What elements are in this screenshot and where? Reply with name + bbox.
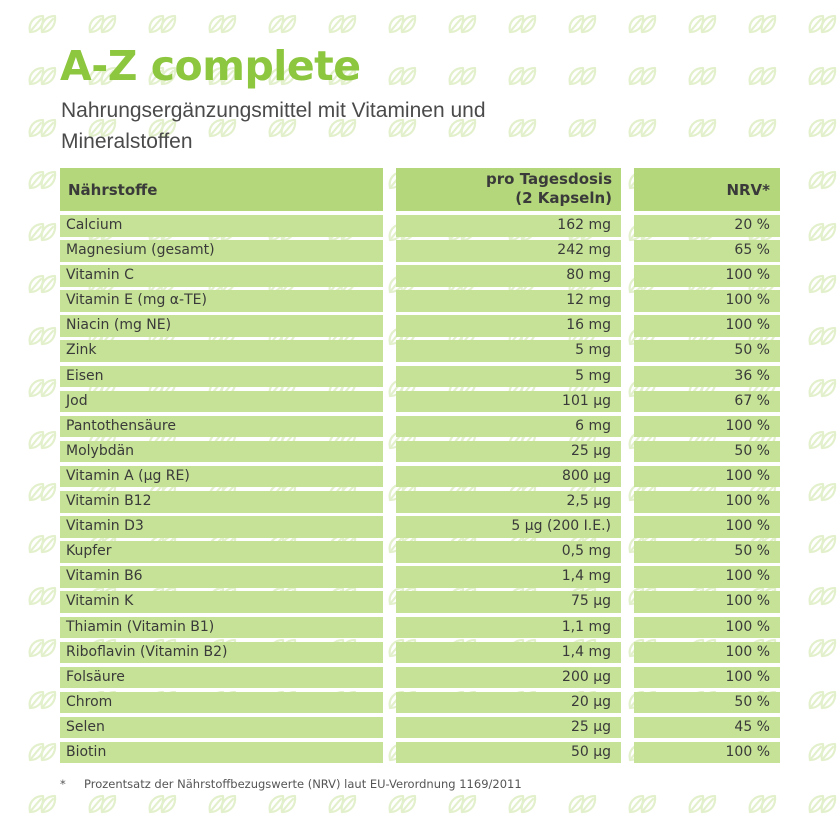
table-row — [60, 364, 780, 389]
nutrient-name: Jod — [60, 391, 383, 413]
table-row — [60, 464, 780, 489]
nutrient-name: Molybdän — [60, 441, 383, 463]
nutrient-name: Pantothensäure — [60, 416, 383, 438]
nutrient-name: Riboflavin (Vitamin B2) — [60, 642, 383, 664]
nutrient-nrv: 45 % — [634, 717, 780, 739]
nutrient-name: Vitamin B6 — [60, 566, 383, 588]
nutrient-amount: 5 mg — [396, 340, 621, 362]
footnote-text: Prozentsatz der Nährstoffbezugswerte (NRV) laut EU-Verordnung 1169/2011 — [84, 777, 522, 791]
table-row — [60, 640, 780, 665]
nutrient-amount: 101 µg — [396, 391, 621, 413]
nutrient-nrv: 100 % — [634, 516, 780, 538]
nutrient-name: Calcium — [60, 215, 383, 237]
table-row — [60, 238, 780, 263]
table-row — [60, 489, 780, 514]
table-row — [60, 288, 780, 313]
footnote-marker: * — [60, 777, 66, 791]
nutrient-nrv: 65 % — [634, 240, 780, 262]
nutrient-nrv: 100 % — [634, 667, 780, 689]
nutrient-name: Vitamin K — [60, 591, 383, 613]
nutrient-nrv: 20 % — [634, 215, 780, 237]
nutrient-amount: 1,4 mg — [396, 566, 621, 588]
footnote — [60, 777, 522, 791]
table-row — [60, 564, 780, 589]
nutrient-nrv: 36 % — [634, 366, 780, 388]
nutrient-amount: 2,5 µg — [396, 491, 621, 513]
table-row — [60, 313, 780, 338]
nutrient-nrv: 100 % — [634, 315, 780, 337]
nutrient-nrv: 100 % — [634, 416, 780, 438]
header-daily-dose-line2: (2 Kapseln) — [515, 189, 612, 207]
nutrient-amount: 75 µg — [396, 591, 621, 613]
nutrient-name: Biotin — [60, 742, 383, 764]
nutrient-name: Niacin (mg NE) — [60, 315, 383, 337]
header-daily-dose — [396, 168, 621, 211]
nutrient-amount: 12 mg — [396, 290, 621, 312]
nutrient-name: Vitamin B12 — [60, 491, 383, 513]
nutrient-amount: 16 mg — [396, 315, 621, 337]
nutrient-nrv: 100 % — [634, 491, 780, 513]
header-nrv — [634, 168, 780, 211]
nutrient-amount: 50 µg — [396, 742, 621, 764]
nutrient-nrv: 100 % — [634, 265, 780, 287]
nutrient-amount: 6 mg — [396, 416, 621, 438]
table-row — [60, 213, 780, 238]
nutrient-nrv: 100 % — [634, 290, 780, 312]
nutrient-amount: 1,4 mg — [396, 642, 621, 664]
nutrient-name: Folsäure — [60, 667, 383, 689]
nutrient-name: Vitamin C — [60, 265, 383, 287]
table-row — [60, 263, 780, 288]
table-row — [60, 690, 780, 715]
header-nrv-label: NRV* — [726, 180, 770, 199]
nutrient-nrv: 100 % — [634, 617, 780, 639]
nutrient-amount: 5 mg — [396, 366, 621, 388]
nutrient-name: Thiamin (Vitamin B1) — [60, 617, 383, 639]
table-row — [60, 414, 780, 439]
table-row — [60, 715, 780, 740]
header-nutrients-label: Nährstoffe — [68, 180, 158, 199]
nutrient-name: Zink — [60, 340, 383, 362]
nutrient-nrv: 100 % — [634, 591, 780, 613]
nutrient-amount: 5 µg (200 I.E.) — [396, 516, 621, 538]
nutrient-nrv: 50 % — [634, 340, 780, 362]
nutrient-name: Vitamin D3 — [60, 516, 383, 538]
table-row — [60, 740, 780, 765]
table-row — [60, 338, 780, 363]
table-row — [60, 615, 780, 640]
nutrient-name: Vitamin E (mg α-TE) — [60, 290, 383, 312]
nutrient-amount: 25 µg — [396, 441, 621, 463]
nutrient-amount: 242 mg — [396, 240, 621, 262]
nutrient-nrv: 50 % — [634, 441, 780, 463]
product-subtitle: Nahrungsergänzungsmittel mit Vitaminen und Mineralstoffen — [61, 99, 486, 153]
nutrient-table-body — [60, 213, 780, 765]
table-row — [60, 389, 780, 414]
nutrient-name: Magnesium (gesamt) — [60, 240, 383, 262]
nutrient-amount: 800 µg — [396, 466, 621, 488]
nutrient-amount: 200 µg — [396, 667, 621, 689]
nutrient-nrv: 50 % — [634, 692, 780, 714]
nutrient-amount: 162 mg — [396, 215, 621, 237]
nutrient-amount: 1,1 mg — [396, 617, 621, 639]
product-title: A-Z complete — [60, 42, 361, 90]
nutrient-name: Vitamin A (µg RE) — [60, 466, 383, 488]
nutrient-name: Chrom — [60, 692, 383, 714]
nutrient-nrv: 100 % — [634, 466, 780, 488]
nutrient-amount: 20 µg — [396, 692, 621, 714]
nutrient-name: Selen — [60, 717, 383, 739]
table-row — [60, 539, 780, 564]
nutrient-name: Eisen — [60, 366, 383, 388]
nutrient-nrv: 67 % — [634, 391, 780, 413]
nutrient-nrv: 100 % — [634, 566, 780, 588]
nutrient-amount: 80 mg — [396, 265, 621, 287]
nutrient-name: Kupfer — [60, 541, 383, 563]
nutrient-amount: 25 µg — [396, 717, 621, 739]
table-row — [60, 665, 780, 690]
nutrient-nrv: 50 % — [634, 541, 780, 563]
header-daily-dose-line1: pro Tagesdosis — [486, 170, 612, 188]
nutrient-amount: 0,5 mg — [396, 541, 621, 563]
table-row — [60, 439, 780, 464]
nutrient-nrv: 100 % — [634, 642, 780, 664]
header-nutrients — [60, 168, 383, 211]
table-row — [60, 589, 780, 614]
table-row — [60, 514, 780, 539]
nutrient-nrv: 100 % — [634, 742, 780, 764]
